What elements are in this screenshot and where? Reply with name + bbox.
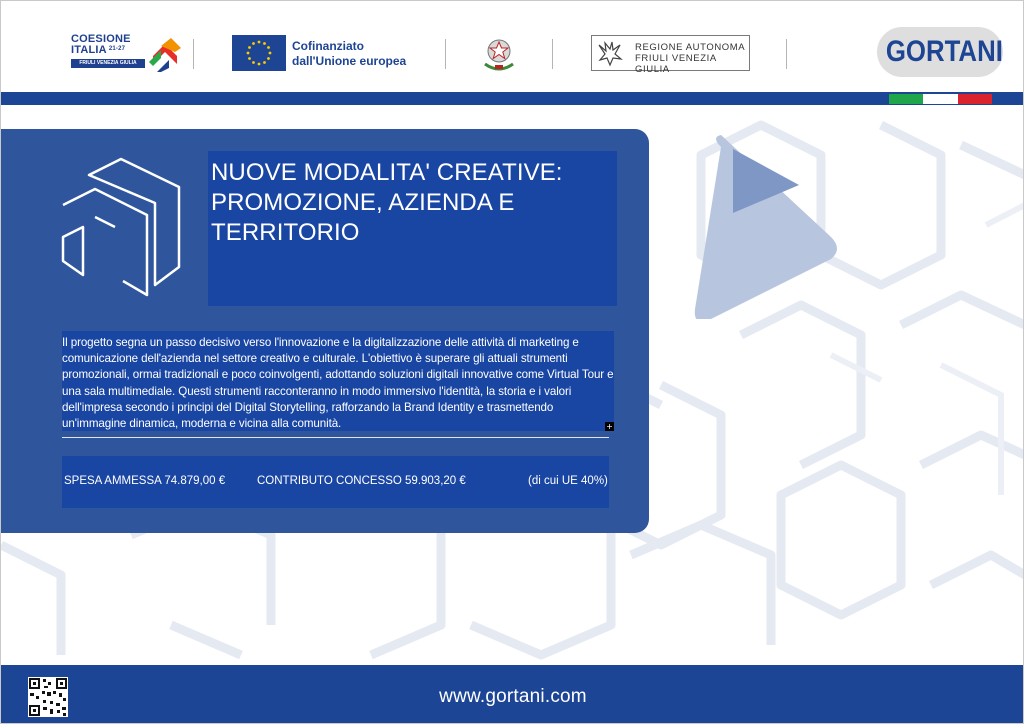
project-title: NUOVE MODALITA' CREATIVE: PROMOZIONE, AZIENDA E TERRITORIO [211, 159, 563, 246]
regione-line2: FRIULI VENEZIA GIULIA [635, 53, 717, 75]
coesione-period: 21-27 [108, 46, 126, 52]
eu-line2: dall'Unione europea [292, 54, 407, 68]
italian-flag-red [958, 94, 992, 104]
chevron-logo-icon [59, 157, 183, 297]
description-rule [62, 437, 609, 438]
gortani-brand: GORTANI [885, 35, 1003, 68]
triangle-decoration-icon [681, 129, 851, 319]
quota-ue: (di cui UE 40%) [528, 475, 608, 487]
eu-cofinancing-label [292, 39, 406, 69]
coesione-line2: ITALIA [71, 44, 107, 56]
header-band [1, 92, 1024, 105]
divider [786, 39, 787, 69]
italian-flag-green [889, 94, 923, 104]
eu-flag-icon [232, 35, 286, 71]
project-description: Il progetto segna un passo decisivo verso l'innovazione e la digitalizzazione delle attività di marketing e comunicazione dell'azienda nel settore creativo e culturale. L'obiettivo è superare gli attuali strumenti promozionali, ormai tradizionali e poco coinvolgenti, adottando soluzioni digitali innovative come Virtual Tour e una sala multimediale. Questi strumenti racconteranno in modo immersivo l'identità, la storia e i valori dell'impresa secondo i principi del Digital Storytelling, rafforzando la Brand Identity e trasmettendo un'immagine dinamica, moderna e vicina alla comunità. [62, 336, 614, 431]
coesione-line1: COESIONE [71, 33, 131, 45]
funding-box [62, 456, 609, 508]
eagle-icon [596, 39, 624, 67]
spesa-ammessa: SPESA AMMESSA 74.879,00 € [64, 475, 226, 487]
regione-fvg-logo [591, 35, 750, 75]
header [1, 1, 1024, 93]
regione-line1: REGIONE AUTONOMA [635, 42, 746, 53]
gortani-logo [877, 27, 1003, 77]
divider [552, 39, 553, 69]
coesione-mark-icon [147, 34, 183, 72]
divider [193, 39, 194, 69]
plus-icon[interactable]: + [606, 422, 613, 431]
title-box [208, 151, 617, 306]
description-box [62, 331, 614, 431]
contributo-concesso: CONTRIBUTO CONCESSO 59.903,20 € [257, 475, 466, 487]
coesione-italia-logo [71, 34, 183, 74]
italian-flag-white [923, 94, 958, 104]
italian-republic-emblem-icon [481, 34, 517, 72]
website-link[interactable]: www.gortani.com [439, 686, 587, 707]
divider [445, 39, 446, 69]
eu-line1: Cofinanziato [292, 39, 364, 53]
coesione-region: FRIULI VENEZIA GIULIA [71, 59, 145, 68]
